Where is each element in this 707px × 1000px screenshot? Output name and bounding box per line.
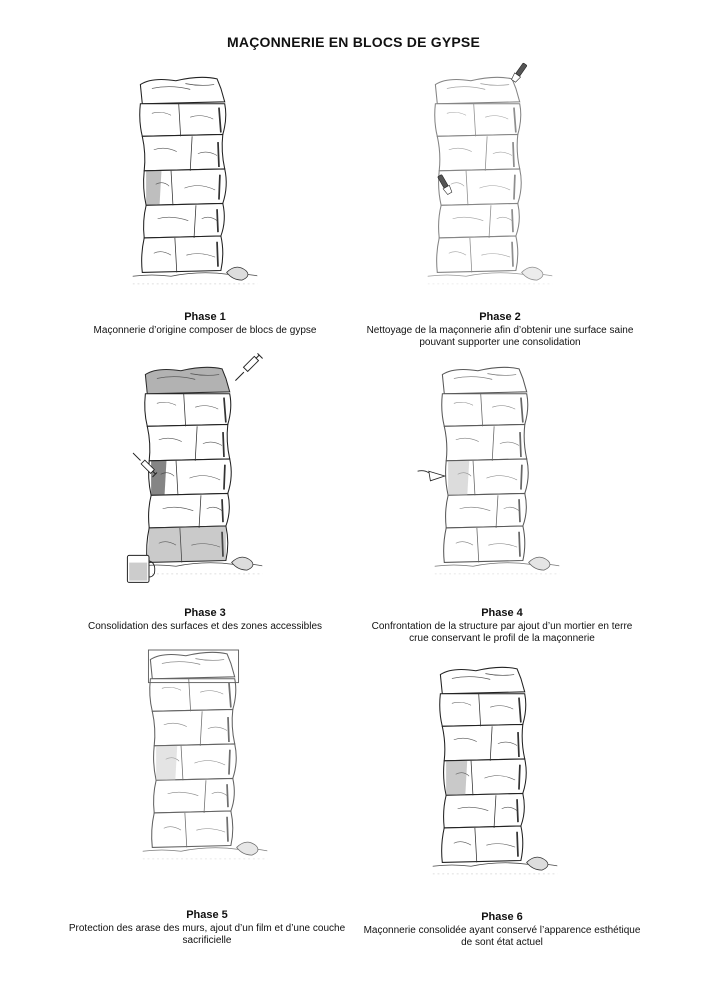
page-title: MAÇONNERIE EN BLOCS DE GYPSE	[227, 34, 480, 50]
phase-6-drawing	[430, 665, 560, 895]
phase-4-label: Phase 4	[481, 607, 523, 619]
trowel-icon	[416, 468, 448, 484]
phase-3-caption	[60, 607, 350, 633]
syringe-icon	[130, 450, 160, 480]
phase-6-label: Phase 6	[481, 911, 523, 923]
phase-3-label: Phase 3	[184, 607, 226, 619]
phase-5-description: Protection des arase des murs, ajout d’un film et d’une couche sacrificielle	[68, 922, 346, 946]
phase-5-caption	[62, 909, 352, 948]
phase-1-label: Phase 1	[184, 311, 226, 323]
phase-5-drawing	[140, 650, 270, 880]
phase-4-drawing	[432, 365, 562, 595]
phase-5-label: Phase 5	[186, 909, 228, 921]
phase-1-description: Maçonnerie d’origine composer de blocs de gypse	[93, 324, 317, 336]
phase-2-label: Phase 2	[479, 311, 521, 323]
phase-2-description: Nettoyage de la maçonnerie afin d’obtenir une surface saine pouvant supporter une consolidation	[366, 324, 634, 348]
syringe-icon	[232, 350, 266, 384]
phase-1-drawing	[130, 75, 260, 305]
phase-6-description: Maçonnerie consolidée ayant conservé l’apparence esthétique de sont état actuel	[363, 924, 641, 948]
phase-4-description: Confrontation de la structure par ajout d’un mortier en terre crue conservant le profil de la maçonnerie	[371, 620, 633, 644]
phase-2-caption	[360, 311, 640, 350]
phase-1-caption	[60, 311, 350, 337]
phase-4-caption	[362, 607, 642, 646]
phase-3-description: Consolidation des surfaces et des zones accessibles	[87, 620, 323, 632]
phase-6-caption	[362, 911, 642, 950]
jar-icon	[122, 550, 158, 586]
